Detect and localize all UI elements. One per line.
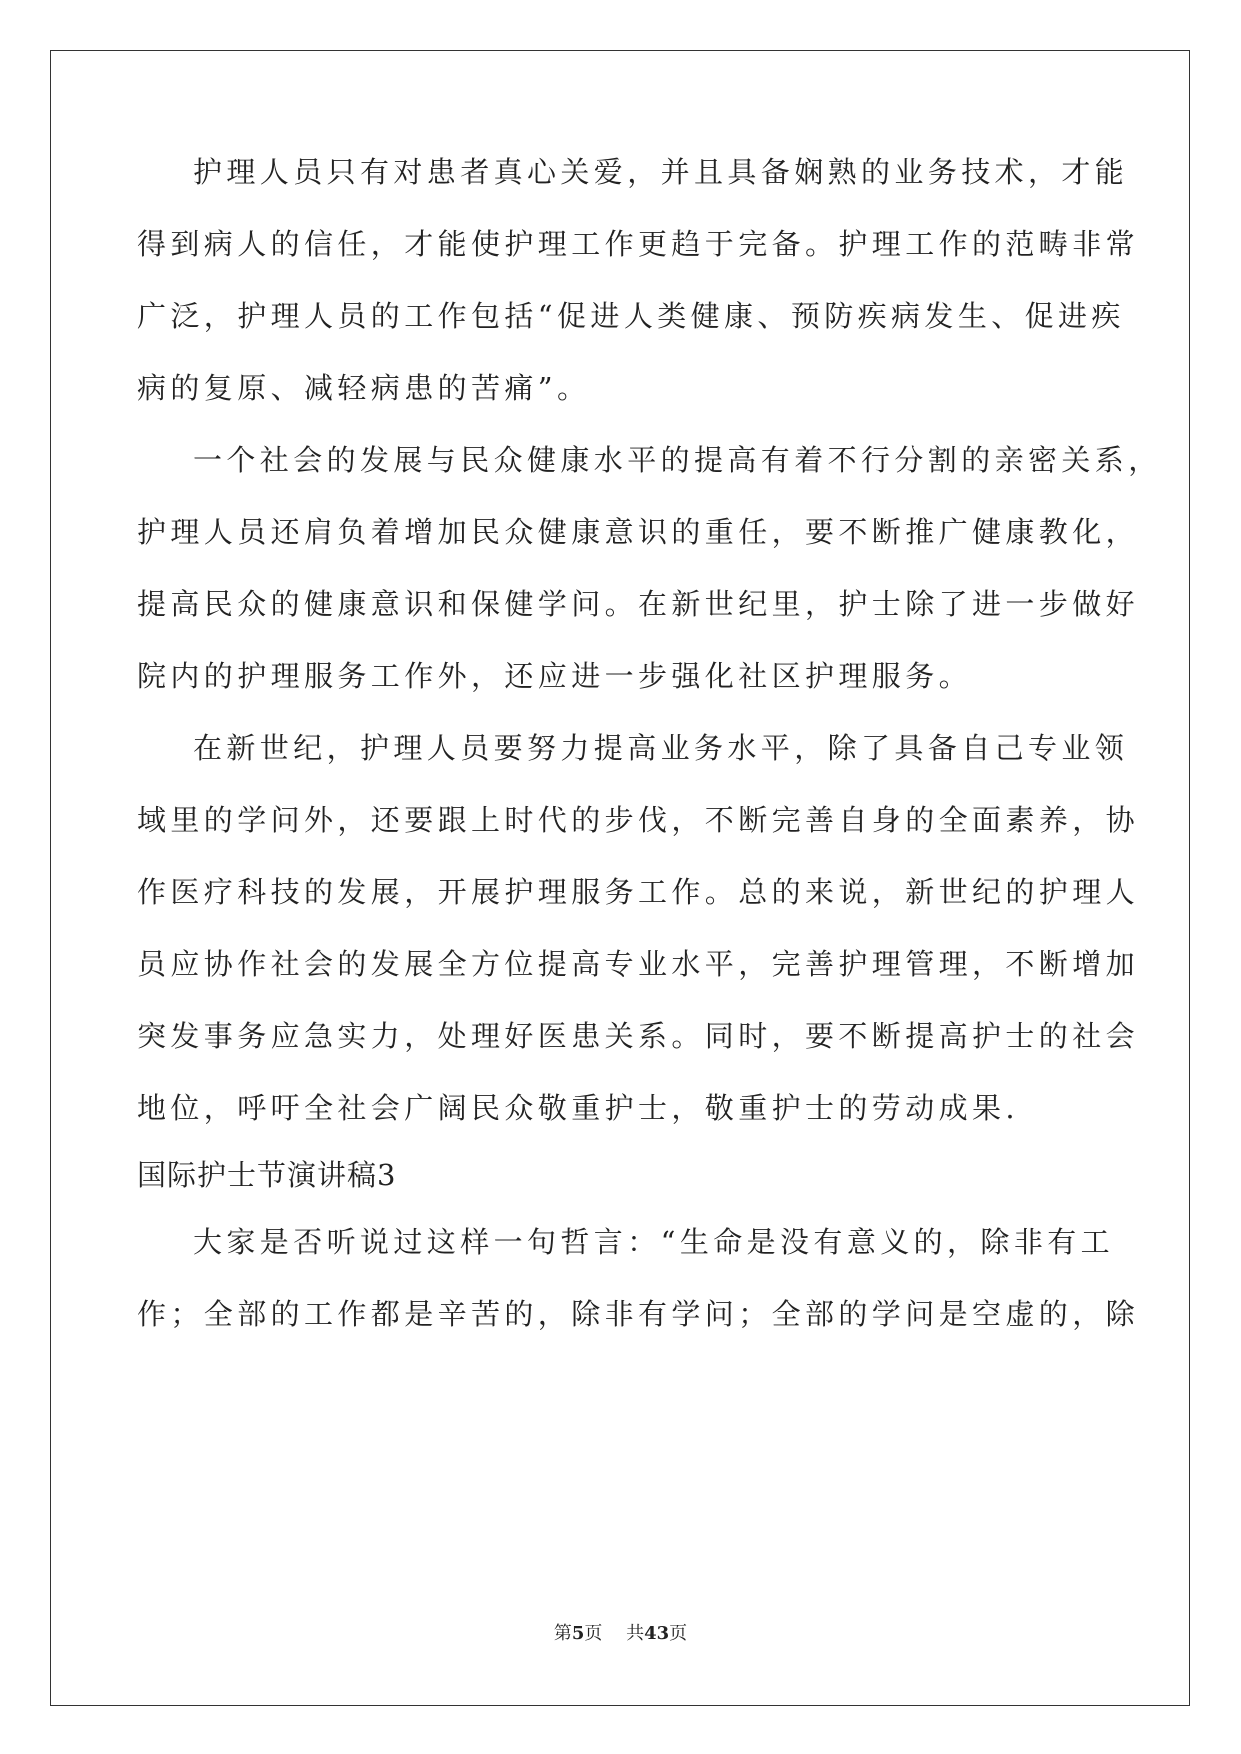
text-line: 护理人员还肩负着增加民众健康意识的重任，要不断推广健康教化， [137, 515, 1140, 549]
text-line: 突发事务应急实力，处理好医患关系。同时，要不断提高护士的社会 [137, 1019, 1140, 1053]
total-pages: 43 [644, 1623, 670, 1644]
text-line: 提高民众的健康意识和保健学问。在新世纪里，护士除了进一步做好 [137, 587, 1140, 621]
total-suffix: 页 [669, 1623, 688, 1644]
text-line: 作；全部的工作都是辛苦的，除非有学问；全部的学问是空虚的，除 [137, 1297, 1140, 1331]
text-line: 作医疗科技的发展，开展护理服务工作。总的来说，新世纪的护理人 [137, 875, 1140, 909]
text-line: 地位，呼吁全社会广阔民众敬重护士，敬重护士的劳动成果. [137, 1091, 1020, 1125]
page-footer [0, 1622, 1241, 1646]
section-heading: 国际护士节演讲稿3 [137, 1158, 397, 1192]
text-line: 大家是否听说过这样一句哲言：“生命是没有意义的，除非有工 [193, 1225, 1115, 1259]
page-suffix: 页 [584, 1623, 603, 1644]
page-number: 5 [571, 1623, 585, 1644]
text-line: 员应协作社会的发展全方位提高专业水平，完善护理管理，不断增加 [137, 947, 1140, 981]
text-line: 在新世纪，护理人员要努力提高业务水平，除了具备自己专业领 [193, 731, 1129, 765]
text-line: 广泛，护理人员的工作包括“促进人类健康、预防疾病发生、促进疾 [137, 299, 1125, 333]
text-line: 一个社会的发展与民众健康水平的提高有着不行分割的亲密关系， [193, 443, 1162, 477]
text-line: 护理人员只有对患者真心关爱，并且具备娴熟的业务技术，才能 [193, 155, 1129, 189]
text-line: 病的复原、减轻病患的苦痛”。 [137, 371, 591, 405]
page-prefix: 第 [553, 1623, 572, 1644]
total-prefix: 共 [626, 1623, 645, 1644]
text-line: 得到病人的信任，才能使护理工作更趋于完备。护理工作的范畴非常 [137, 227, 1140, 261]
text-line: 院内的护理服务工作外，还应进一步强化社区护理服务。 [137, 659, 973, 693]
text-line: 域里的学问外，还要跟上时代的步伐，不断完善自身的全面素养，协 [137, 803, 1140, 837]
